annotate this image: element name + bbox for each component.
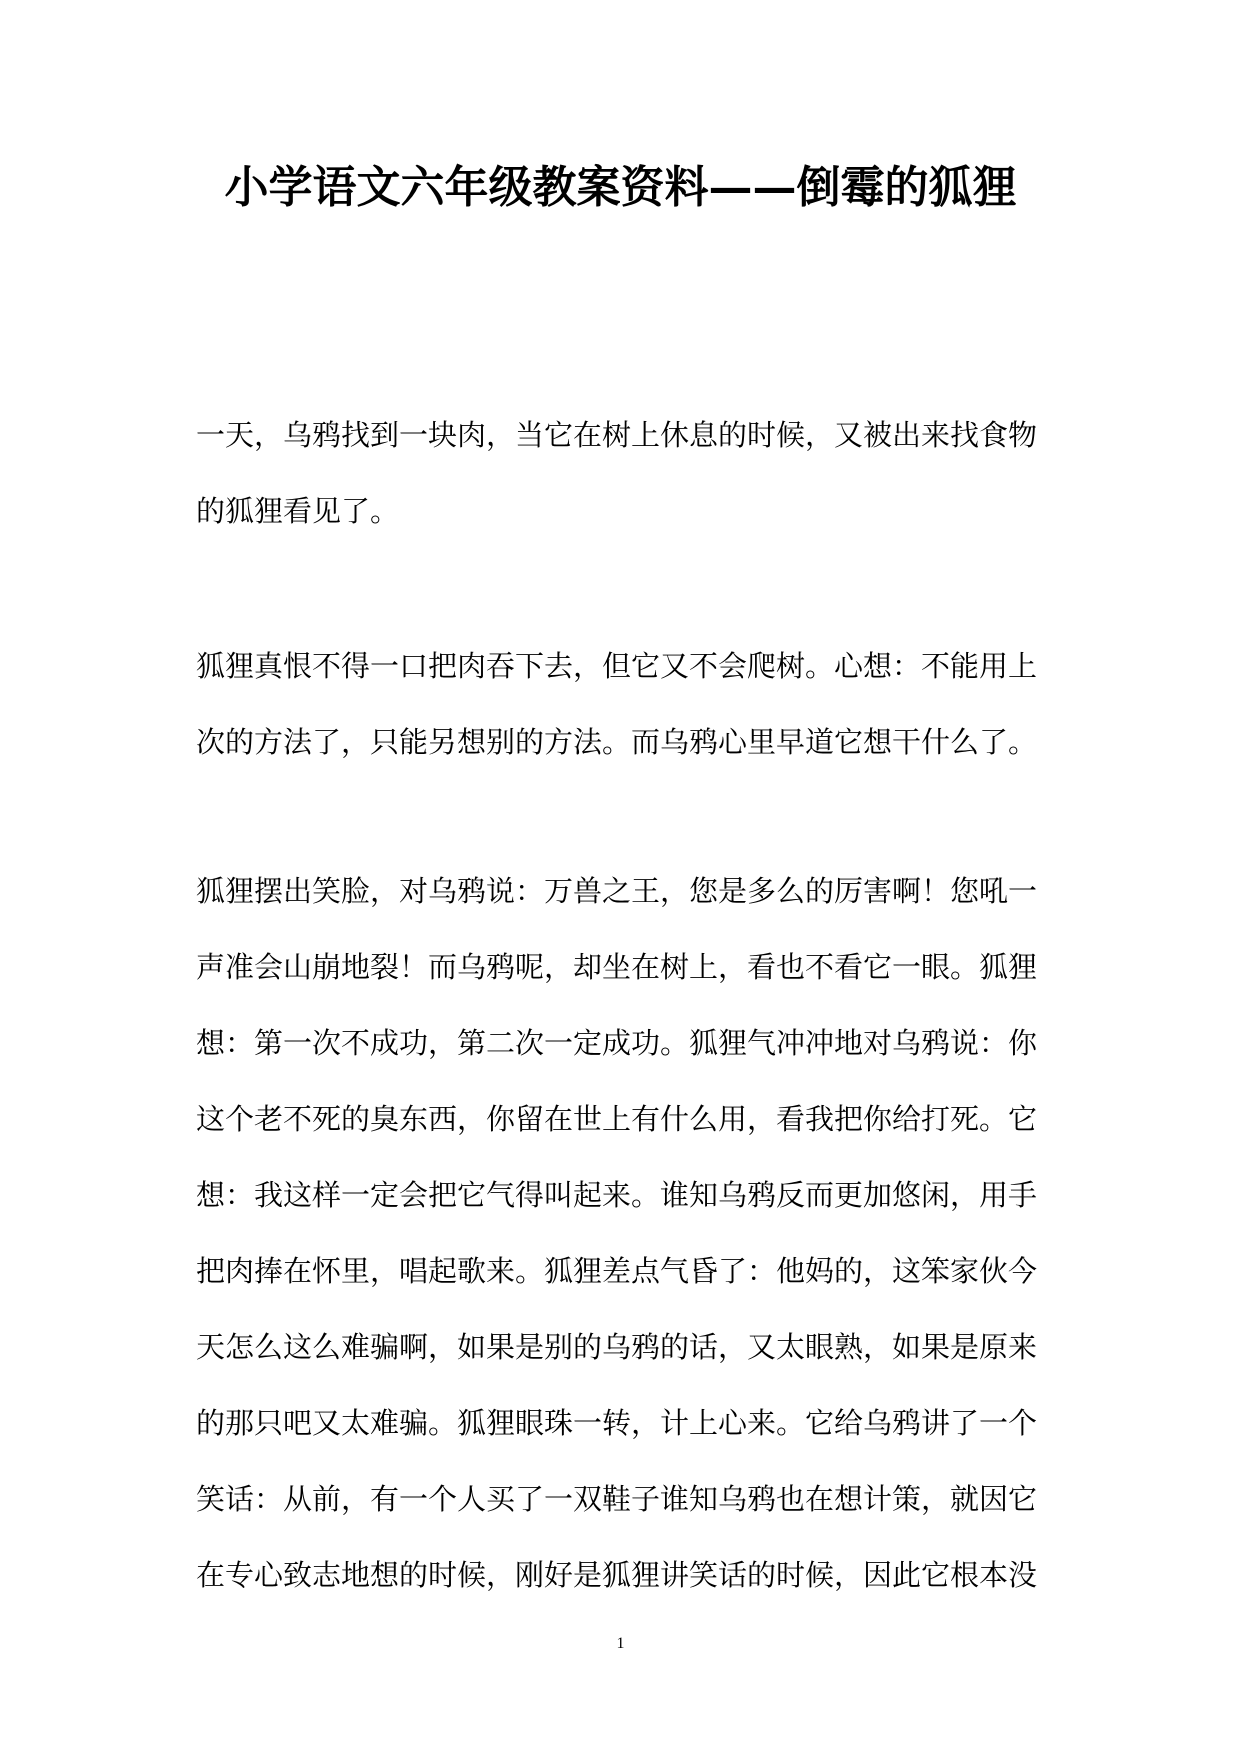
paragraph-1: [196, 397, 1046, 549]
document-title: 小学语文六年级教案资料——倒霉的狐狸: [224, 162, 1017, 213]
text-line: 想：第一次不成功，第二次一定成功。狐狸气冲冲地对乌鸦说：你: [196, 1026, 1038, 1060]
text-line: 狐狸真恨不得一口把肉吞下去，但它又不会爬树。心想：不能用上: [196, 649, 1038, 683]
text-line: 一天，乌鸦找到一块肉，当它在树上休息的时候，又被出来找食物: [196, 418, 1038, 452]
text-line: 这个老不死的臭东西，你留在世上有什么用，看我把你给打死。它: [196, 1102, 1038, 1136]
text-line: 的那只吧又太难骗。狐狸眼珠一转，计上心来。它给乌鸦讲了一个: [196, 1406, 1038, 1440]
text-line: 笑话：从前，有一个人买了一双鞋子谁知乌鸦也在想计策，就因它: [196, 1482, 1038, 1516]
text-line: 狐狸摆出笑脸，对乌鸦说：万兽之王，您是多么的厉害啊！您吼一: [196, 874, 1038, 908]
text-line: 把肉捧在怀里，唱起歌来。狐狸差点气昏了：他妈的，这笨家伙今: [196, 1254, 1038, 1288]
text-line: 次的方法了，只能另想别的方法。而乌鸦心里早道它想干什么了。: [196, 725, 1038, 759]
text-line: 在专心致志地想的时候，刚好是狐狸讲笑话的时候，因此它根本没: [196, 1558, 1038, 1592]
text-line: 想：我这样一定会把它气得叫起来。谁知乌鸦反而更加悠闲，用手: [196, 1178, 1038, 1212]
paragraph-2: [196, 628, 1046, 780]
text-line: 天怎么这么难骗啊，如果是别的乌鸦的话，又太眼熟，如果是原来: [196, 1330, 1038, 1364]
page-number: 1: [616, 1635, 625, 1652]
text-line: 的狐狸看见了。: [196, 494, 400, 528]
text-line: 声准会山崩地裂！而乌鸦呢，却坐在树上，看也不看它一眼。狐狸: [196, 950, 1038, 984]
paragraph-3: [196, 853, 1046, 1613]
